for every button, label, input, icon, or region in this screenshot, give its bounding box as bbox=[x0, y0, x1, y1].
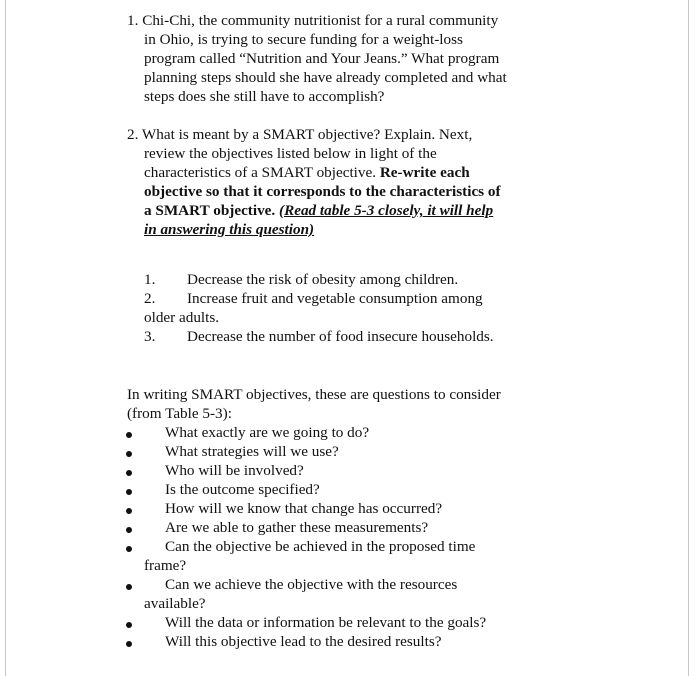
bullet-icon bbox=[126, 622, 132, 628]
bullet-icon bbox=[126, 451, 132, 457]
question-2-line: review the objectives listed below in light of the bbox=[144, 145, 437, 162]
question-2-text: characteristics of a SMART objective. bbox=[144, 164, 377, 181]
smart-question: Will this objective lead to the desired results? bbox=[165, 633, 442, 650]
question-2-bold-text: a SMART objective. bbox=[144, 202, 276, 219]
smart-question: Will the data or information be relevant to the goals? bbox=[165, 614, 487, 631]
bullet-icon bbox=[126, 432, 132, 438]
question-1-line: planning steps should she have already completed and what bbox=[144, 69, 507, 86]
smart-question: Can the objective be achieved in the proposed time bbox=[165, 538, 476, 555]
smart-question: Can we achieve the objective with the resources bbox=[165, 576, 458, 593]
question-1-line: program called “Nutrition and Your Jeans.” What program bbox=[144, 50, 500, 67]
bullet-icon bbox=[126, 470, 132, 476]
smart-question: What strategies will we use? bbox=[165, 443, 339, 460]
table-reference-note: in answering this question) bbox=[144, 221, 315, 238]
smart-question: How will we know that change has occurred? bbox=[165, 500, 443, 517]
smart-question: Are we able to gather these measurements? bbox=[165, 519, 429, 536]
objective-number: 3. bbox=[144, 328, 156, 345]
table-reference-note: (Read table 5-3 closely, it will help bbox=[279, 202, 494, 219]
bullet-icon bbox=[126, 489, 132, 495]
question-2-line bbox=[144, 163, 470, 182]
smart-question: Is the outcome specified? bbox=[165, 481, 320, 498]
question-1-line: 1. Chi-Chi, the community nutritionist for a rural community bbox=[127, 12, 499, 29]
bullet-icon bbox=[126, 584, 132, 590]
bullet-icon bbox=[126, 527, 132, 533]
question-2-bold-text: Re-write each bbox=[379, 164, 470, 181]
objective-text: Decrease the number of food insecure households. bbox=[187, 328, 494, 345]
objective-number: 2. bbox=[144, 290, 156, 307]
smart-question-continued: frame? bbox=[144, 557, 187, 574]
smart-question-continued: available? bbox=[144, 595, 206, 612]
question-2-bold-line: objective so that it corresponds to the characteristics of bbox=[144, 183, 501, 200]
question-2-line bbox=[144, 201, 493, 220]
question-1-line: steps does she still have to accomplish? bbox=[144, 88, 385, 105]
smart-intro-line: In writing SMART objectives, these are questions to consider bbox=[127, 386, 501, 403]
question-1-line: in Ohio, is trying to secure funding for a weight-loss bbox=[144, 31, 463, 48]
bullet-icon bbox=[126, 508, 132, 514]
smart-question: What exactly are we going to do? bbox=[165, 424, 370, 441]
objective-number: 1. bbox=[144, 271, 156, 288]
objective-text: Decrease the risk of obesity among children. bbox=[187, 271, 459, 288]
objective-text-continued: older adults. bbox=[144, 309, 220, 326]
bullet-icon bbox=[126, 546, 132, 552]
smart-question: Who will be involved? bbox=[165, 462, 304, 479]
bullet-icon bbox=[126, 641, 132, 647]
smart-intro-line: (from Table 5-3): bbox=[127, 405, 232, 422]
objective-text: Increase fruit and vegetable consumption among bbox=[187, 290, 483, 307]
question-2-line: 2. What is meant by a SMART objective? Explain. Next, bbox=[127, 126, 473, 143]
